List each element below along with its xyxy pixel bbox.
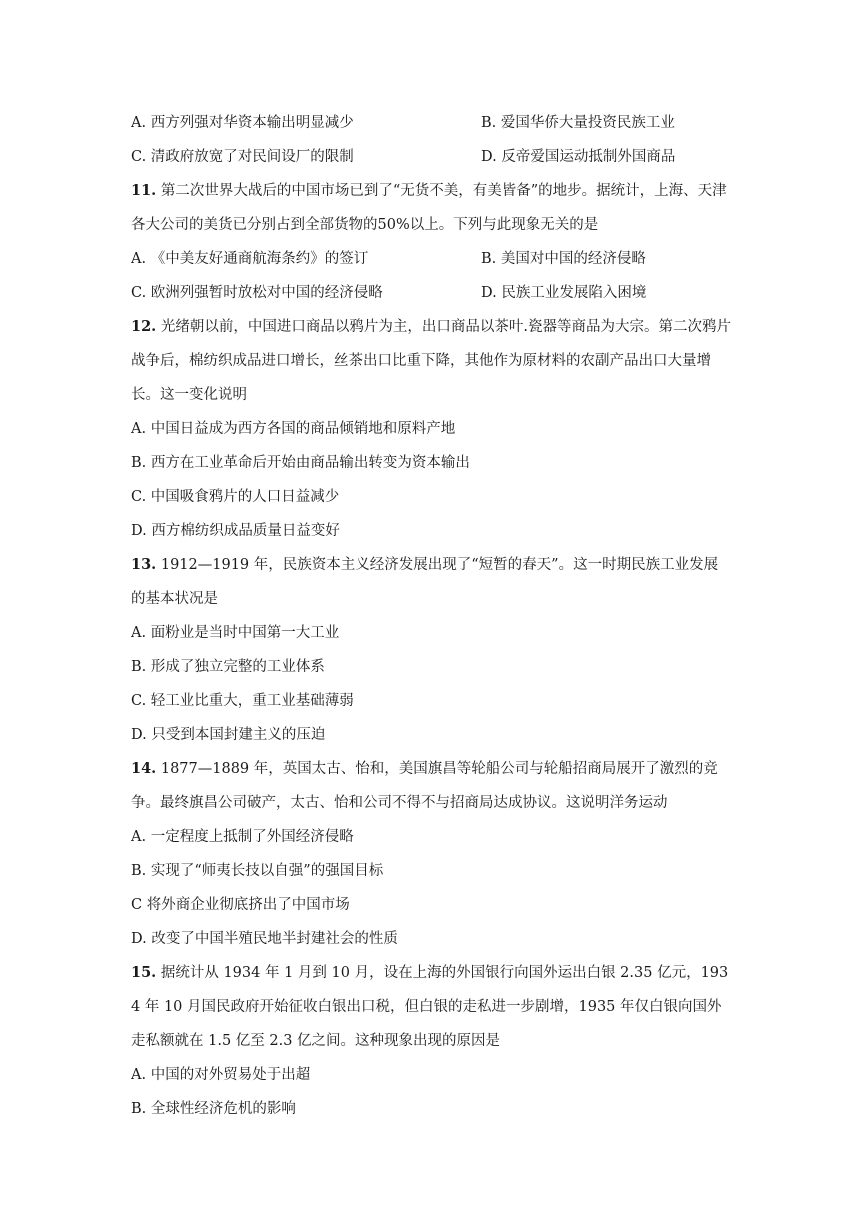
q11-number: 11. <box>131 182 157 199</box>
q13-stem <box>131 548 731 616</box>
q11-option-c[interactable]: C. 欧洲列强暂时放松对中国的经济侵略 <box>131 285 383 301</box>
q14-option-a[interactable]: A. 一定程度上抵制了外国经济侵略 <box>131 829 354 845</box>
q11-option-d[interactable]: D. 民族工业发展陷入困境 <box>481 285 647 301</box>
q12-stem <box>131 310 731 412</box>
q13-number: 13. <box>131 556 157 573</box>
q13-option-b[interactable]: B. 形成了独立完整的工业体系 <box>131 659 325 675</box>
q10-option-c[interactable]: C. 清政府放宽了对民间设厂的限制 <box>131 149 354 165</box>
q10-options-row-1 <box>131 106 731 140</box>
q15-stem-text: 据统计从 1934 年 1 月到 10 月，设在上海的外国银行向国外运出白银 2.35 亿元，1934 年 10 月国民政府开始征收白银出口税，但白银的走私进一步剧增，1935 年仅白银向国外走私额就在 1.5 亿至 2.3 亿之间。这种现象出现的原因是 <box>131 965 729 1049</box>
q10-option-b[interactable]: B. 爱国华侨大量投资民族工业 <box>481 115 675 131</box>
q13-option-a[interactable]: A. 面粉业是当时中国第一大工业 <box>131 625 340 641</box>
q12-option-a[interactable]: A. 中国日益成为西方各国的商品倾销地和原料产地 <box>131 421 456 437</box>
q11-options-row-1 <box>131 242 731 276</box>
q10-options-row-2 <box>131 140 731 174</box>
q14-number: 14. <box>131 760 157 777</box>
q14-option-b[interactable]: B. 实现了“师夷长技以自强”的强国目标 <box>131 863 384 879</box>
q13-option-c[interactable]: C. 轻工业比重大，重工业基础薄弱 <box>131 693 354 709</box>
q12-option-b[interactable]: B. 西方在工业革命后开始由商品输出转变为资本输出 <box>131 455 470 471</box>
q13-stem-text: 1912—1919 年，民族资本主义经济发展出现了“短暂的春天”。这一时期民族工业发展的基本状况是 <box>131 557 719 607</box>
q12-stem-text: 光绪朝以前，中国进口商品以鸦片为主，出口商品以茶叶.瓷器等商品为大宗。第二次鸦片战争后，棉纺织成品进口增长，丝茶出口比重下降，其他作为原材料的农副产品出口大量增长。这一变化说明 <box>131 319 731 403</box>
q12-number: 12. <box>131 318 157 335</box>
q10-option-d[interactable]: D. 反帝爱国运动抵制外国商品 <box>481 149 676 165</box>
q10-option-a[interactable]: A. 西方列强对华资本输出明显减少 <box>131 115 354 131</box>
q13-option-d[interactable]: D. 只受到本国封建主义的压迫 <box>131 727 326 743</box>
q14-stem-text: 1877—1889 年，英国太古、怡和，美国旗昌等轮船公司与轮船招商局展开了激烈的竞争。最终旗昌公司破产，太古、怡和公司不得不与招商局达成协议。这说明洋务运动 <box>131 761 718 811</box>
q11-options-row-2 <box>131 276 731 310</box>
q11-stem <box>131 174 731 242</box>
q15-number: 15. <box>131 964 157 981</box>
q11-stem-text: 第二次世界大战后的中国市场已到了“无货不美，有美皆备”的地步。据统计，上海、天津各大公司的美货已分别占到全部货物的50%以上。下列与此现象无关的是 <box>131 183 727 233</box>
q14-option-d[interactable]: D. 改变了中国半殖民地半封建社会的性质 <box>131 931 398 947</box>
q15-option-b[interactable]: B. 全球性经济危机的影响 <box>131 1101 296 1117</box>
q15-option-a[interactable]: A. 中国的对外贸易处于出超 <box>131 1067 311 1083</box>
q11-option-a[interactable]: A. 《中美友好通商航海条约》的签订 <box>131 251 369 267</box>
q12-option-c[interactable]: C. 中国吸食鸦片的人口日益减少 <box>131 489 340 505</box>
q14-option-c[interactable]: C 将外商企业彻底挤出了中国市场 <box>131 897 350 913</box>
q11-option-b[interactable]: B. 美国对中国的经济侵略 <box>481 251 646 267</box>
question-content <box>131 106 731 1126</box>
q12-option-d[interactable]: D. 西方棉纺织成品质量日益变好 <box>131 523 340 539</box>
q15-stem <box>131 956 731 1058</box>
q14-stem <box>131 752 731 820</box>
